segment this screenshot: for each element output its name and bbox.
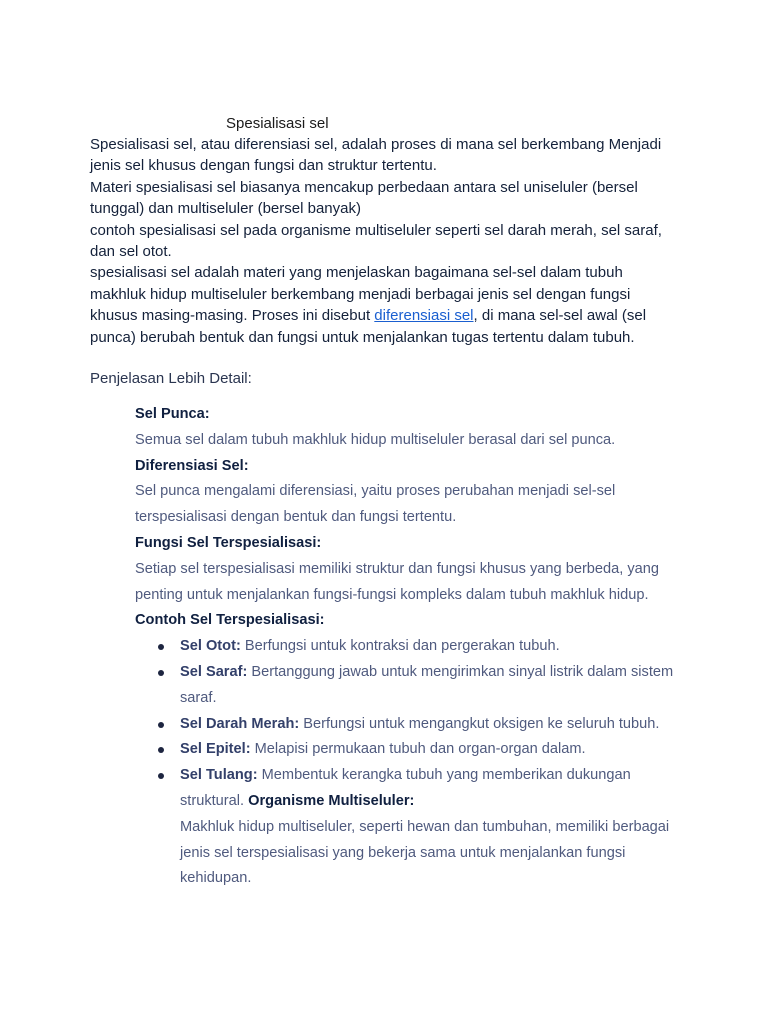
list-item-label: Sel Darah Merah: <box>180 715 300 732</box>
bullet-icon <box>158 670 164 676</box>
list-item-label: Sel Otot: <box>180 638 241 655</box>
intro-section <box>90 134 680 348</box>
section-text-diferensiasi: Sel punca mengalami diferensiasi, yaitu proses perubahan menjadi sel-sel terspesialisasi dengan bentuk dan fungsi tertentu. <box>135 483 616 526</box>
intro-paragraph-material: Materi spesialisasi sel biasanya mencakup perbedaan antara sel uniseluler (bersel tunggal) dan multiseluler (bersel banyak) <box>90 178 638 218</box>
document-title: Spesialisasi sel <box>226 115 329 132</box>
diferensiasi-sel-link[interactable]: diferensiasi sel <box>374 307 474 325</box>
organism-heading: Organisme Multiseluler: <box>248 792 415 809</box>
list-item <box>180 737 683 763</box>
list-item-label: Sel Epitel: <box>180 741 251 758</box>
list-item-text: Membentuk kerangka tubuh yang memberikan dukungan struktural. <box>180 767 631 809</box>
section-text-fungsi: Setiap sel terspesialisasi memiliki struktur dan fungsi khusus yang berbeda, yang penting untuk menjalankan fungsi-fungsi kompleks dalam tubuh makhluk hidup. <box>135 560 660 603</box>
intro-paragraph-definition: Spesialisasi sel, atau diferensiasi sel, adalah proses di mana sel berkembang Menjadi jenis sel khusus dengan fungsi dan struktur tertentu. <box>90 136 662 175</box>
bullet-icon <box>158 644 164 650</box>
list-item-text: Berfungsi untuk mengangkut oksigen ke seluruh tubuh. <box>299 715 660 732</box>
list-item <box>180 763 683 892</box>
detail-section <box>135 402 683 892</box>
list-item <box>180 634 683 660</box>
list-item-text: Bertanggung jawab untuk mengirimkan sinyal listrik dalam sistem saraf. <box>180 663 674 706</box>
bullet-icon <box>158 722 164 728</box>
list-item <box>180 712 683 738</box>
intro-paragraph-explanation <box>90 262 680 348</box>
section-heading-diferensiasi: Diferensiasi Sel: <box>135 457 249 474</box>
section-heading-sel-punca: Sel Punca: <box>135 406 210 422</box>
list-item-label: Sel Saraf: <box>180 663 248 680</box>
section-heading-fungsi: Fungsi Sel Terspesialisasi: <box>135 534 322 551</box>
section-heading-contoh: Contoh Sel Terspesialisasi: <box>135 612 325 629</box>
detail-heading: Penjelasan Lebih Detail: <box>90 370 252 387</box>
organism-text: Makhluk hidup multiseluler, seperti hewan dan tumbuhan, memiliki berbagai jenis sel terspesialisasi yang bekerja sama untuk menjalankan fungsi kehidupan. <box>180 818 670 887</box>
intro-text-after-link: , di mana sel-sel awal (sel punca) berubah bentuk dan fungsi untuk menjalankan tugas tertentu dalam tubuh. <box>90 307 647 346</box>
intro-paragraph-examples: contoh spesialisasi sel pada organisme multiseluler seperti sel darah merah, sel saraf, dan sel otot. <box>90 221 662 261</box>
bullet-icon <box>158 773 164 779</box>
list-item <box>180 660 683 712</box>
list-item-text: Melapisi permukaan tubuh dan organ-organ dalam. <box>250 741 586 758</box>
example-list <box>135 634 683 892</box>
list-item-label: Sel Tulang: <box>180 767 258 784</box>
intro-text-before-link: spesialisasi sel adalah materi yang menjelaskan bagaimana sel-sel dalam tubuh makhluk hidup multiseluler berkembang menjadi berbagai jenis sel dengan fungsi khusus masing-masing. Proses ini disebut <box>90 264 631 325</box>
bullet-icon <box>158 747 164 753</box>
section-text-sel-punca: Semua sel dalam tubuh makhluk hidup multiseluler berasal dari sel punca. <box>135 431 616 448</box>
list-item-text: Berfungsi untuk kontraksi dan pergerakan tubuh. <box>240 638 560 655</box>
